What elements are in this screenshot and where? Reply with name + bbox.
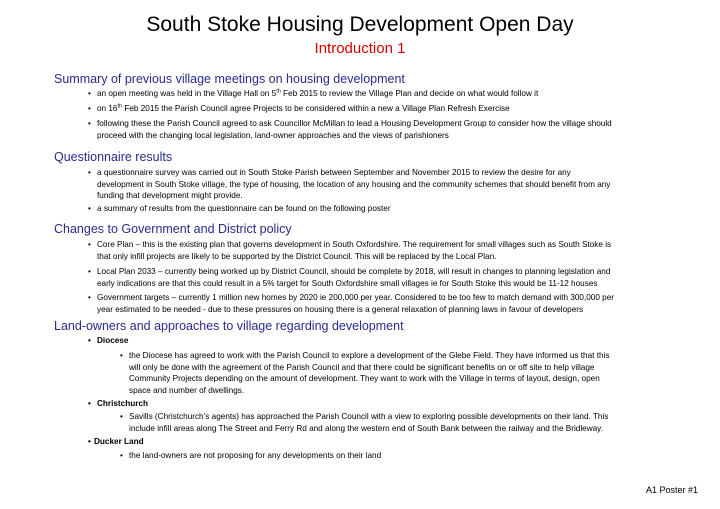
list-item: • Diocese (88, 336, 129, 345)
list-item: • Government targets – currently 1 million new homes by 2020 ie 200,000 per year. Considered to be too few to match demand with 300,000 per (88, 293, 615, 302)
landowner-label-ducker: Ducker Land (94, 437, 144, 446)
bullet-text: Core Plan – this is the existing plan that governs development in South Oxfordshire. The requirement for small villages such as South Stoke is (97, 240, 612, 249)
list-item: • a questionnaire survey was carried out in South Stoke Parish between September and November 2015 to review the desire for any (88, 168, 571, 177)
bullet-text: Savills (Christchurch’s agents) has approached the Parish Council with a view to exploring possible developments on their land. This (129, 412, 609, 421)
list-item: • the land-owners are not proposing for any developments on their land (120, 451, 382, 460)
section-heading-landowners: Land-owners and approaches to village regarding development (54, 319, 404, 333)
list-item: • Local Plan 2033 – currently being worked up by District Council, should be complete by 2018, will result in changes to planning legislation and (88, 267, 611, 276)
bullet-continuation: funding that development might provide. (97, 191, 243, 200)
bullet-continuation: will only be done with the agreement of the Parish Council and that there could be significant benefits on or off site to help village (129, 362, 595, 372)
list-item: • Ducker Land (88, 437, 144, 446)
section-heading-summary: Summary of previous village meetings on housing development (54, 72, 405, 86)
bullet-continuation: early indications are that this could result in a 5% target for South Oxfordshire small villages ie for South Stoke this would be 11-12 houses (97, 278, 598, 288)
page-subtitle: Introduction 1 (314, 40, 406, 57)
section-heading-questionnaire: Questionnaire results (54, 150, 173, 164)
bullet-text: a questionnaire survey was carried out in South Stoke Parish between September and November 2015 to review the desire for any (97, 168, 571, 177)
bullet-text: the land-owners are not proposing for any developments on their land (129, 451, 382, 460)
bullet-text: Local Plan 2033 – currently being worked up by District Council, should be complete by 2018, will result in changes to planning legislation and (97, 267, 611, 276)
section-heading-policy: Changes to Government and District policy (54, 222, 292, 236)
bullet-text: Feb 2015 to review the Village Plan and decide on what would follow it (280, 89, 539, 98)
bullet-continuation: development in South Stoke village, the type of housing, the location of any housing and the community schemes that should benefit from any (97, 179, 611, 189)
poster-number: A1 Poster #1 (645, 485, 698, 495)
bullet-text: an open meeting was held in the Village Hall on 5 (97, 89, 277, 98)
bullet-text: Government targets – currently 1 million new homes by 2020 ie 200,000 per year. Considered to be too few to match demand with 300,000 per (97, 293, 615, 302)
bullet-text: on 16 (97, 104, 118, 113)
bullet-text: Feb 2015 the Parish Council agree Projects to be considered within a new a Village Plan Refresh Exercise (122, 104, 510, 113)
bullet-continuation: Community Projects depending on the amount of development. They want to work with the Village in terms of layout, design, open (129, 374, 600, 383)
list-item: • Christchurch (88, 399, 148, 408)
list-item: • Core Plan – this is the existing plan that governs development in South Oxfordshire. The requirement for small villages such as South Stoke is (88, 240, 612, 249)
list-item: • a summary of results from the questionnaire can be found on the following poster (88, 204, 391, 213)
list-item: • on 16th Feb 2015 the Parish Council agree Projects to be considered within a new a Village Plan Refresh Exercise (88, 103, 510, 113)
page-title: South Stoke Housing Development Open Day (146, 13, 574, 36)
bullet-continuation: include infill areas along The Street and Ferry Rd and along the western end of South Bank between the railway and the Bridleway. (129, 423, 603, 433)
bullet-text: following these the Parish Council agreed to ask Councillor McMillan to lead a Housing Development Group to consider how the village should (97, 119, 612, 128)
list-item: • the Diocese has agreed to work with the Parish Council to explore a development of the Glebe Field. They have informed us that this (120, 351, 610, 360)
bullet-continuation: year estimated to be needed - due to these pressures on housing there is a general relaxation of planning laws in favour of developers (97, 304, 584, 314)
bullet-continuation: proceed with the changing local legislation, land-owner approaches and the views of parishioners (97, 130, 449, 140)
bullet-continuation: space and number of dwellings. (129, 385, 245, 395)
list-item: • following these the Parish Council agreed to ask Councillor McMillan to lead a Housing Development Group to consider how the village should (88, 119, 612, 128)
bullet-continuation: that only infill projects are likely to be supported by the District Council. This will be replaced by the Local Plan. (97, 251, 497, 261)
list-item: • Savills (Christchurch’s agents) has approached the Parish Council with a view to exploring possible developments on their land. This (120, 412, 609, 421)
superscript: th (117, 103, 123, 110)
landowner-label-diocese: Diocese (97, 336, 129, 345)
bullet-text: a summary of results from the questionnaire can be found on the following poster (97, 204, 391, 213)
bullet-text: the Diocese has agreed to work with the Parish Council to explore a development of the Glebe Field. They have informed us that this (129, 351, 610, 360)
list-item: • an open meeting was held in the Village Hall on 5th Feb 2015 to review the Village Plan and decide on what would follow it (88, 88, 539, 98)
landowner-label-christchurch: Christchurch (97, 399, 148, 408)
superscript: th (276, 88, 281, 95)
